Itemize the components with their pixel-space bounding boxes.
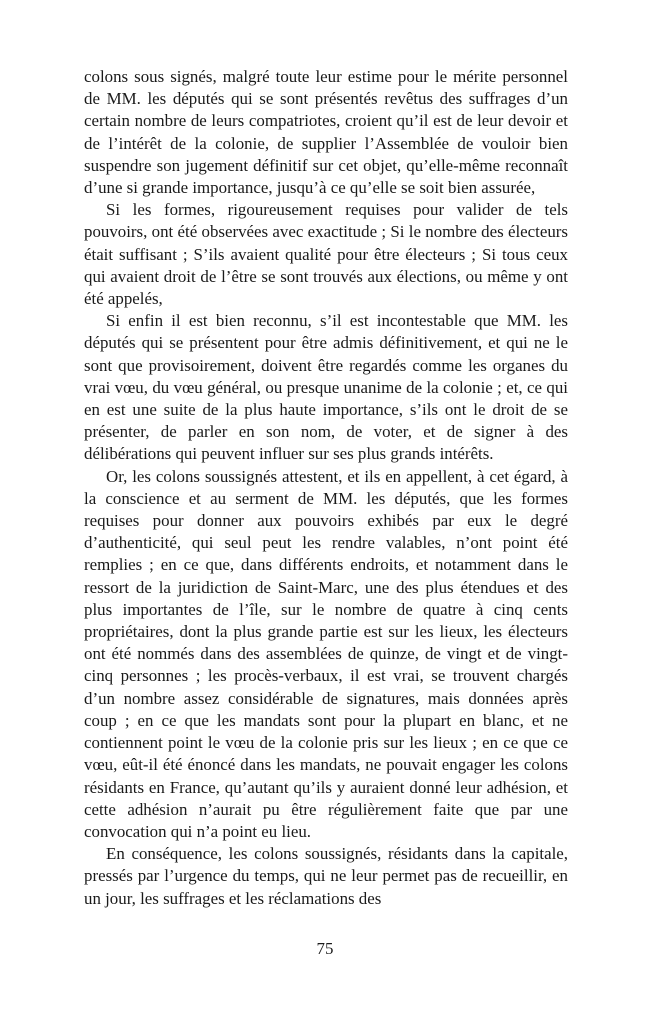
paragraph-1: colons sous signés, malgré toute leur estime pour le mérite personnel de MM. les députés qui se sont présentés revêtus des suffrages d’un certain nombre de leurs compatriotes, croient qu’il est de leur devoir et de l’intérêt de la colonie, de supplier l’Assemblée de vouloir bien suspendre son jugement définitif sur cet objet, qu’elle-même reconnaît d’une si grande importance, jusqu’à ce qu’elle se soit bien assurée, bbox=[84, 67, 568, 198]
paragraph-4: Or, les colons soussignés attestent, et ils en appellent, à cet égard, à la conscience et au serment de MM. les députés, que les formes requises pour donner aux pouvoirs exhibés par eux le degré d’authenticité, qui seul peut les rendre valables, n’ont point été remplies ; en ce que, dans différents endroits, et notamment dans le ressort de la juridiction de Saint-Marc, une des plus étendues et des plus importantes de l’île, sur le nombre de quatre à cinq cents propriétaires, dont la plus grande partie est sur les lieux, les électeurs ont été nommés dans des assemblées de quinze, de vingt et de vingt-cinq personnes ; les procès-verbaux, il est vrai, se trouvent chargés d’un nombre assez considérable de signatures, mais données après coup ; en ce que les mandats sont pour la plupart en blanc, et ne contiennent point le vœu de la colonie pris sur les lieux ; en ce que ce vœu, eût-il été énoncé dans les mandats, ne pouvait engager les colons résidants en France, qu’autant qu’ils y auraient donné leur adhésion, et cette adhésion n’aurait pu être régulièrement faite que par une convocation qui n’a point eu lieu. bbox=[84, 466, 568, 841]
page-number: 75 bbox=[316, 939, 334, 958]
paragraph-3: Si enfin il est bien reconnu, s’il est incontestable que MM. les députés qui se présentent pour être admis définitivement, et qui ne le sont que provisoirement, doivent être regardés comme les organes du vrai vœu, du vœu général, ou presque unanime de la colonie ; et, ce qui en est une suite de la plus haute importance, s’ils ont le droit de se présenter, de parler en son nom, de voter, et de signer à des délibérations qui peuvent influer sur ses plus grands intérêts. bbox=[84, 311, 568, 464]
page-body bbox=[84, 66, 568, 910]
paragraph-5: En conséquence, les colons soussignés, résidants dans la capitale, pressés par l’urgence du temps, qui ne leur permet pas de recueillir, en un jour, les suffrages et les réclamations des bbox=[84, 844, 568, 908]
paragraph-2: Si les formes, rigoureusement requises pour valider de tels pouvoirs, ont été observées avec exactitude ; Si le nombre des électeurs était suffisant ; S’ils avaient qualité pour être électeurs ; Si tous ceux qui avaient droit de l’être se sont trouvés aux élections, ou même y ont été appelés, bbox=[84, 200, 568, 309]
